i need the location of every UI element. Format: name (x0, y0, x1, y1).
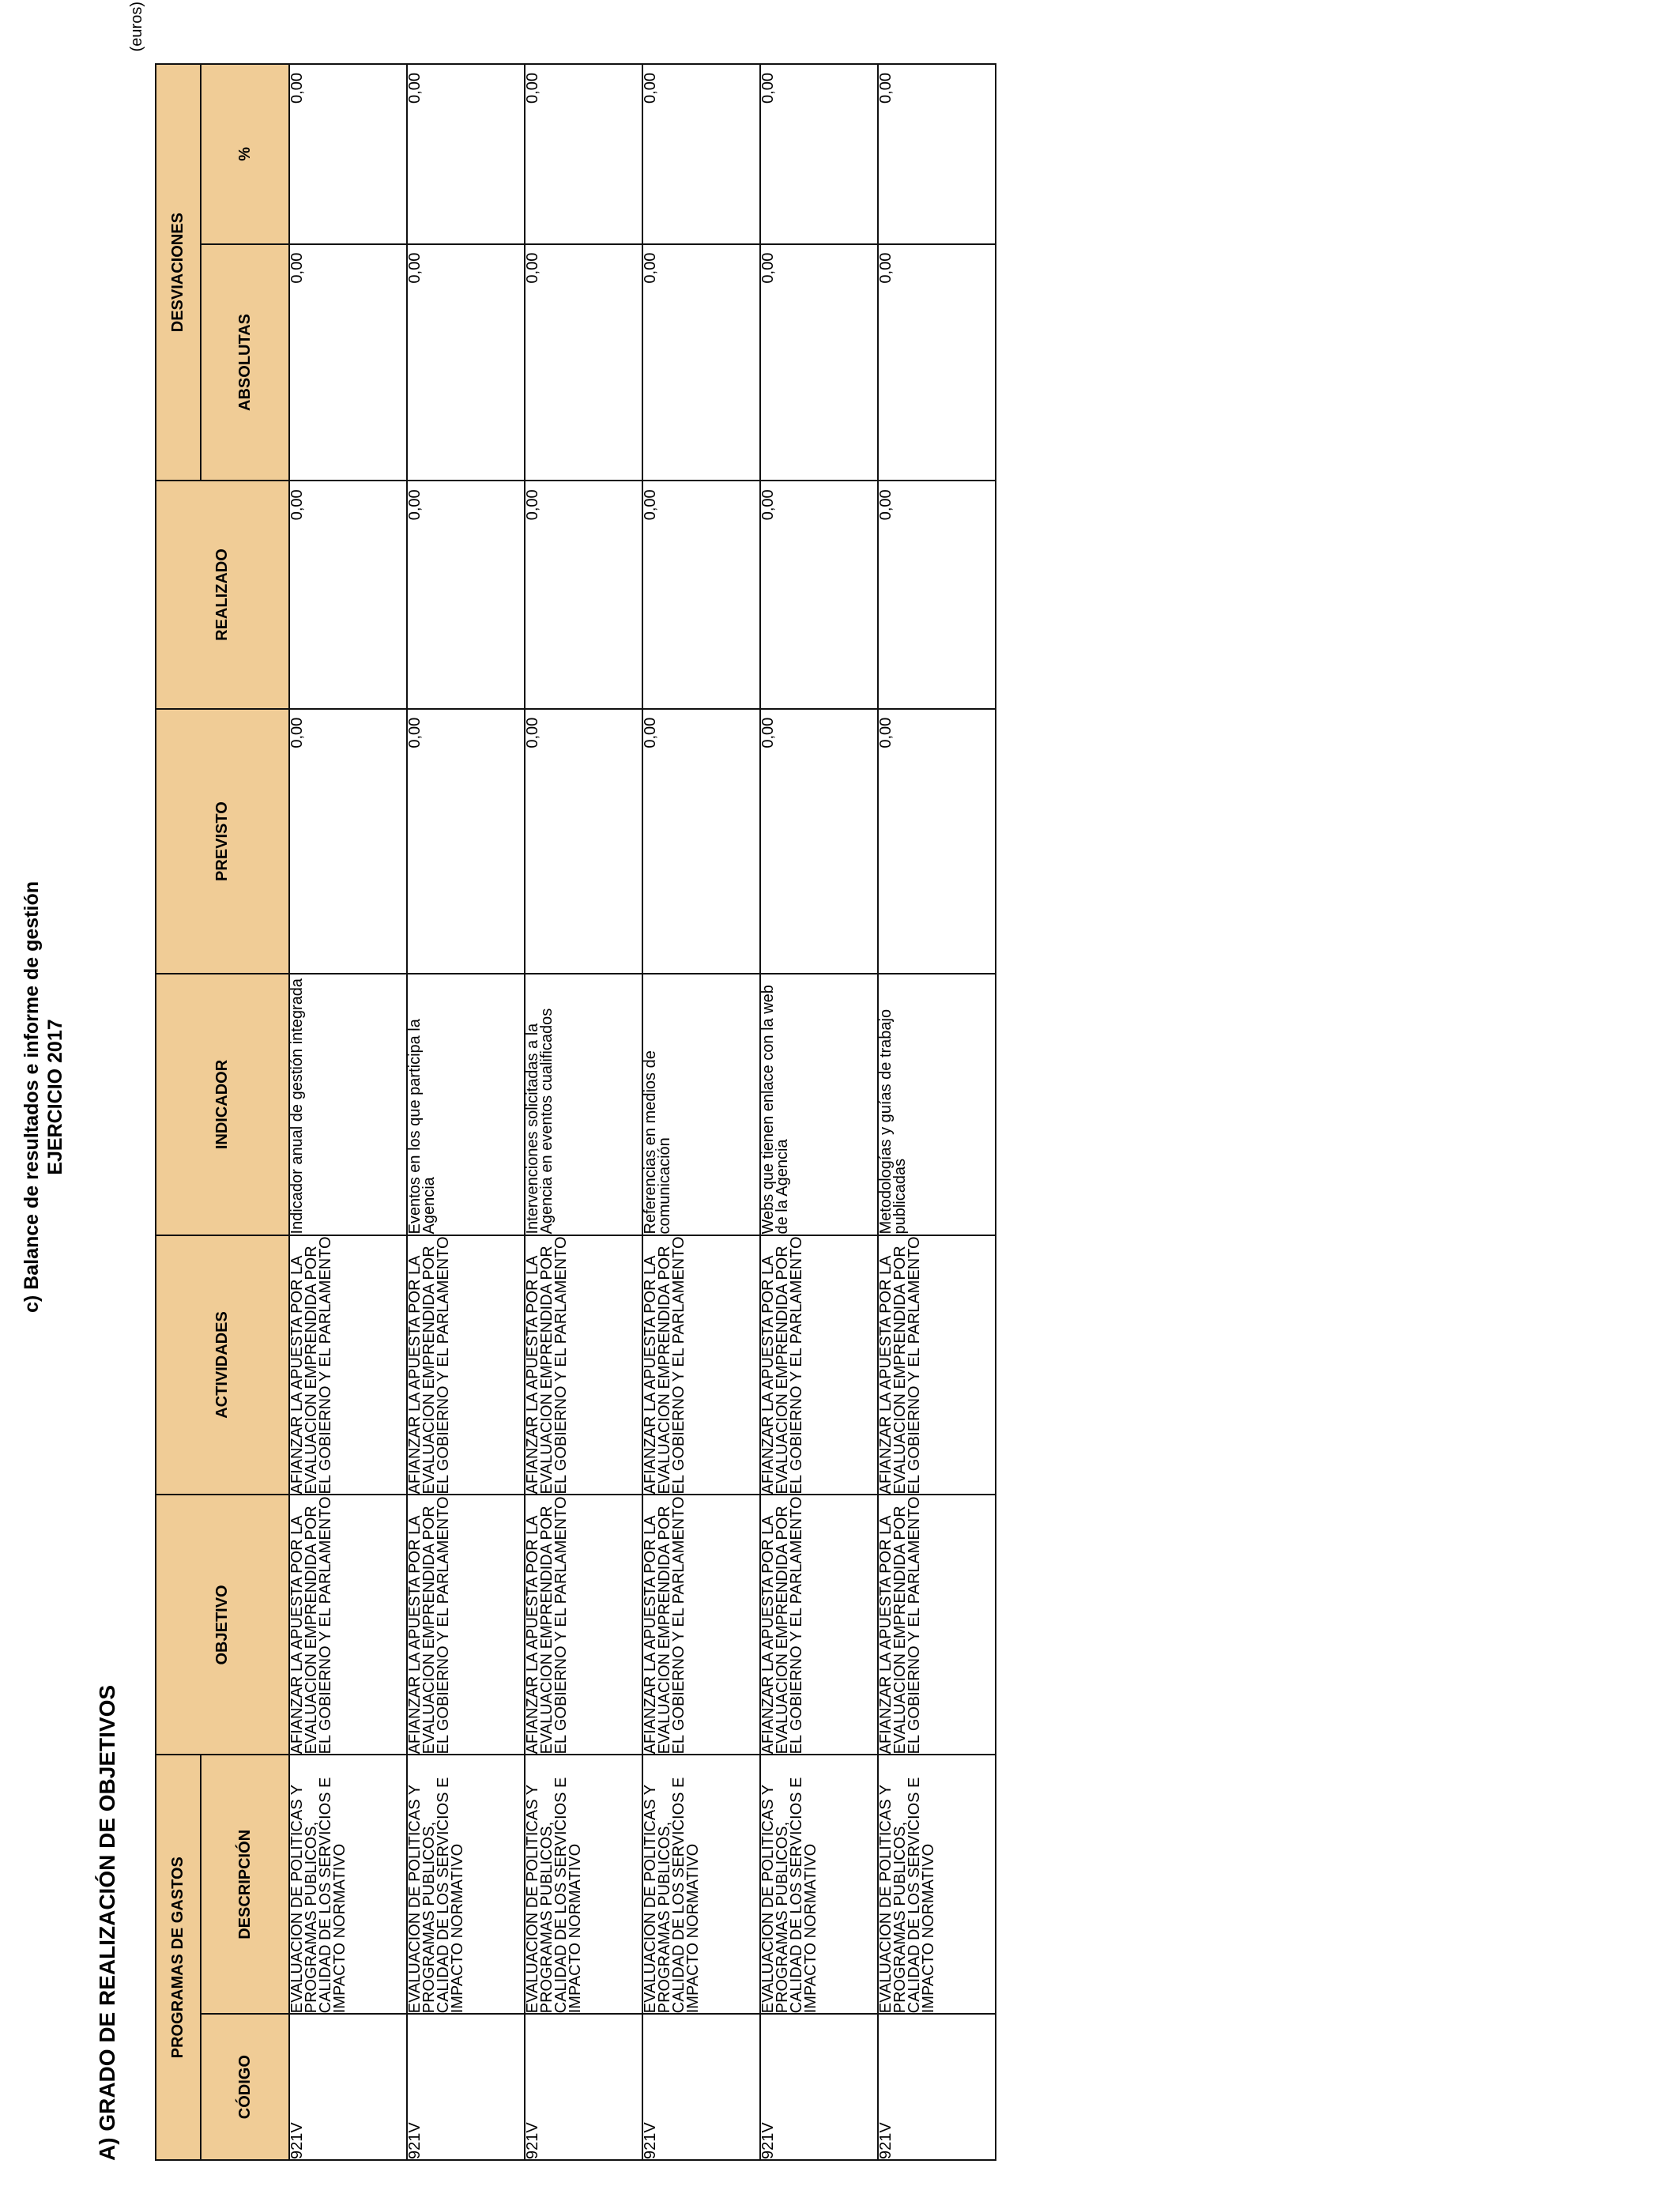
cell-absolutas: 0,00 (407, 244, 525, 481)
cell-realizado: 0,00 (760, 481, 878, 708)
cell-absolutas: 0,00 (525, 244, 642, 481)
cell-absolutas: 0,00 (760, 244, 878, 481)
cell-indicador: Intervenciones solicitadas a la Agencia en eventos cualificados (525, 974, 642, 1235)
cell-objetivo: AFIANZAR LA APUESTA POR LA EVALUACION EMPRENDIDA POR EL GOBIERNO Y EL PARLAMENTO (760, 1495, 878, 1755)
cell-porcentaje: 0,00 (407, 64, 525, 244)
currency-unit: (euros) (128, 2, 145, 52)
col-header-codigo: CÓDIGO (201, 2014, 289, 2160)
cell-porcentaje: 0,00 (642, 64, 760, 244)
cell-codigo: 921V (760, 2014, 878, 2160)
cell-absolutas: 0,00 (289, 244, 407, 481)
cell-absolutas: 0,00 (642, 244, 760, 481)
cell-realizado: 0,00 (642, 481, 760, 708)
cell-previsto: 0,00 (289, 709, 407, 974)
cell-porcentaje: 0,00 (525, 64, 642, 244)
cell-absolutas: 0,00 (878, 244, 996, 481)
cell-descripcion: EVALUACION DE POLITICAS Y PROGRAMAS PUBLICOS, CALIDAD DE LOS SERVICIOS E IMPACTO NORMATIVO (760, 1755, 878, 2014)
cell-objetivo: AFIANZAR LA APUESTA POR LA EVALUACION EMPRENDIDA POR EL GOBIERNO Y EL PARLAMENTO (289, 1495, 407, 1755)
cell-previsto: 0,00 (642, 709, 760, 974)
col-header-porcentaje: % (201, 64, 289, 244)
cell-indicador: Webs que tienen enlace con la web de la Agencia (760, 974, 878, 1235)
cell-previsto: 0,00 (525, 709, 642, 974)
section-title: A) GRADO DE REALIZACIÓN DE OBJETIVOS (95, 1684, 119, 2161)
cell-descripcion: EVALUACION DE POLITICAS Y PROGRAMAS PUBLICOS, CALIDAD DE LOS SERVICIOS E IMPACTO NORMATIVO (525, 1755, 642, 2014)
cell-objetivo: AFIANZAR LA APUESTA POR LA EVALUACION EMPRENDIDA POR EL GOBIERNO Y EL PARLAMENTO (407, 1495, 525, 1755)
cell-realizado: 0,00 (525, 481, 642, 708)
cell-porcentaje: 0,00 (289, 64, 407, 244)
col-header-objetivo: OBJETIVO (156, 1495, 289, 1755)
objectives-table (155, 63, 996, 2161)
table-row (525, 64, 642, 2160)
cell-porcentaje: 0,00 (878, 64, 996, 244)
table-row (407, 64, 525, 2160)
cell-actividades: AFIANZAR LA APUESTA POR LA EVALUACION EMPRENDIDA POR EL GOBIERNO Y EL PARLAMENTO (642, 1235, 760, 1495)
cell-codigo: 921V (642, 2014, 760, 2160)
cell-objetivo: AFIANZAR LA APUESTA POR LA EVALUACION EMPRENDIDA POR EL GOBIERNO Y EL PARLAMENTO (878, 1495, 996, 1755)
cell-porcentaje: 0,00 (760, 64, 878, 244)
col-header-actividades: ACTIVIDADES (156, 1235, 289, 1495)
table-row (760, 64, 878, 2160)
cell-codigo: 921V (289, 2014, 407, 2160)
cell-codigo: 921V (878, 2014, 996, 2160)
table-row (878, 64, 996, 2160)
cell-indicador: Referencias en medios de comunicación (642, 974, 760, 1235)
table-row (289, 64, 407, 2160)
cell-descripcion: EVALUACION DE POLITICAS Y PROGRAMAS PUBLICOS, CALIDAD DE LOS SERVICIOS E IMPACTO NORMATIVO (878, 1755, 996, 2014)
col-header-descripcion: DESCRIPCIÓN (201, 1755, 289, 2014)
cell-indicador: Eventos en los que participa la Agencia (407, 974, 525, 1235)
cell-codigo: 921V (525, 2014, 642, 2160)
col-header-indicador: INDICADOR (156, 974, 289, 1235)
cell-actividades: AFIANZAR LA APUESTA POR LA EVALUACION EMPRENDIDA POR EL GOBIERNO Y EL PARLAMENTO (760, 1235, 878, 1495)
cell-indicador: Indicador anual de gestión integrada (289, 974, 407, 1235)
cell-descripcion: EVALUACION DE POLITICAS Y PROGRAMAS PUBLICOS, CALIDAD DE LOS SERVICIOS E IMPACTO NORMATIVO (642, 1755, 760, 2014)
cell-actividades: AFIANZAR LA APUESTA POR LA EVALUACION EMPRENDIDA POR EL GOBIERNO Y EL PARLAMENTO (407, 1235, 525, 1495)
cell-objetivo: AFIANZAR LA APUESTA POR LA EVALUACION EMPRENDIDA POR EL GOBIERNO Y EL PARLAMENTO (525, 1495, 642, 1755)
cell-objetivo: AFIANZAR LA APUESTA POR LA EVALUACION EMPRENDIDA POR EL GOBIERNO Y EL PARLAMENTO (642, 1495, 760, 1755)
cell-indicador: Metodologías y guías de trabajo publicadas (878, 974, 996, 1235)
group-header-desviaciones: DESVIACIONES (156, 64, 201, 481)
cell-codigo: 921V (407, 2014, 525, 2160)
cell-realizado: 0,00 (878, 481, 996, 708)
cell-actividades: AFIANZAR LA APUESTA POR LA EVALUACION EMPRENDIDA POR EL GOBIERNO Y EL PARLAMENTO (878, 1235, 996, 1495)
cell-realizado: 0,00 (407, 481, 525, 708)
cell-realizado: 0,00 (289, 481, 407, 708)
table-row (642, 64, 760, 2160)
col-header-previsto: PREVISTO (156, 709, 289, 974)
cell-descripcion: EVALUACION DE POLITICAS Y PROGRAMAS PUBLICOS, CALIDAD DE LOS SERVICIOS E IMPACTO NORMATIVO (407, 1755, 525, 2014)
cell-previsto: 0,00 (878, 709, 996, 974)
cell-previsto: 0,00 (760, 709, 878, 974)
col-header-realizado: REALIZADO (156, 481, 289, 708)
cell-actividades: AFIANZAR LA APUESTA POR LA EVALUACION EMPRENDIDA POR EL GOBIERNO Y EL PARLAMENTO (525, 1235, 642, 1495)
group-header-programas: PROGRAMAS DE GASTOS (156, 1755, 201, 2160)
cell-actividades: AFIANZAR LA APUESTA POR LA EVALUACION EMPRENDIDA POR EL GOBIERNO Y EL PARLAMENTO (289, 1235, 407, 1495)
col-header-absolutas: ABSOLUTAS (201, 244, 289, 481)
cell-descripcion: EVALUACION DE POLITICAS Y PROGRAMAS PUBLICOS, CALIDAD DE LOS SERVICIOS E IMPACTO NORMATIVO (289, 1755, 407, 2014)
cell-previsto: 0,00 (407, 709, 525, 974)
fiscal-year: EJERCICIO 2017 (44, 1019, 66, 1175)
report-title: c) Balance de resultados e informe de gestión (21, 881, 43, 1313)
